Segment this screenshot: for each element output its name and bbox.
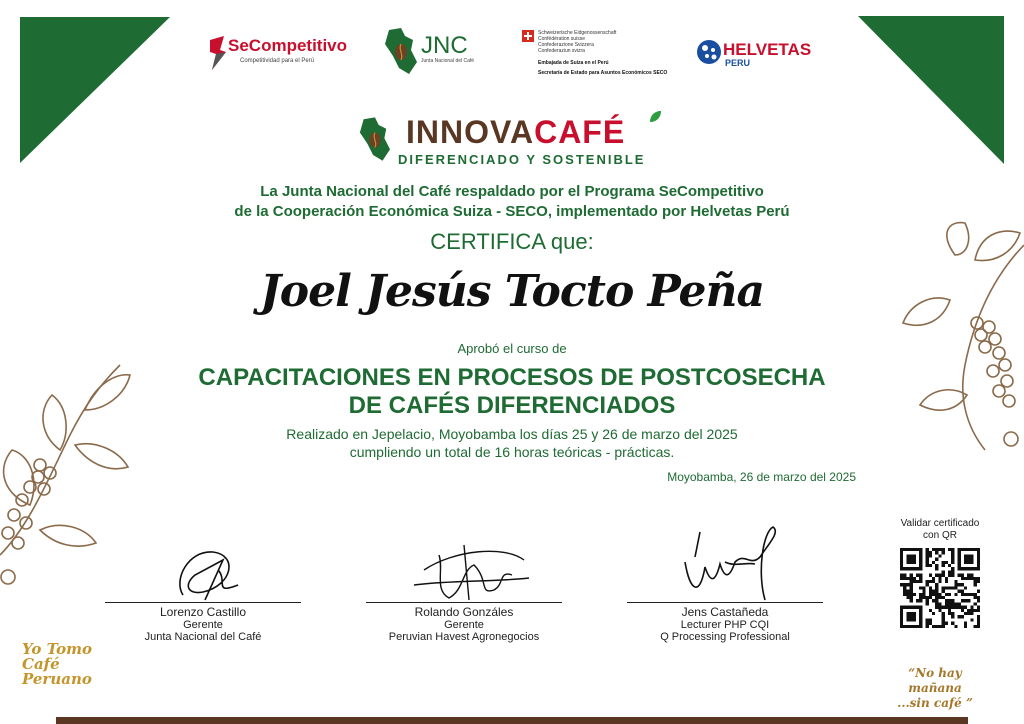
peru-map-icon [383, 28, 417, 76]
signer-role: Lecturer PHP CQI [680, 619, 770, 631]
signature-image [665, 522, 785, 602]
helvetas-name: HELVETAS [723, 40, 812, 59]
slogan-line-1: “No hay mañana [908, 666, 962, 695]
signer-organization: Junta Nacional del Café [144, 631, 262, 643]
secompetitivo-name: SeCompetitivo [228, 36, 348, 55]
helvetas-country: PERU [725, 58, 751, 68]
certifica-heading: CERTIFICA que: [430, 229, 594, 254]
place-date: Moyobamba, 26 de marzo del 2025 [667, 470, 856, 484]
course-title-line-2: DE CAFÉS DIFERENCIADOS [348, 392, 676, 419]
course-title [0, 364, 1024, 420]
intro-text [0, 182, 1024, 222]
details-line-2: cumpliendo un total de 16 horas teóricas - prácticas. [349, 444, 675, 460]
swiss-flag-icon [522, 30, 534, 42]
yotomo-line-1: Yo Tomo [22, 640, 92, 658]
innovacafe-subtitle: DIFERENCIADO Y SOSTENIBLE [398, 152, 646, 167]
qr-validation [890, 518, 990, 628]
jnc-name: JNC [421, 32, 468, 59]
secompetitivo-mark-icon [208, 36, 228, 70]
signer-name: Rolando Gonzáles [414, 605, 514, 619]
helvetas-globe-icon [695, 38, 723, 66]
yo-tomo-cafe-peruano-logo [22, 642, 92, 687]
qr-code-icon[interactable] [900, 548, 980, 628]
signer-organization: Q Processing Professional [660, 631, 790, 643]
swiss-line-3: Confederazione Svizzera [538, 42, 594, 48]
details-line-1: Realizado en Jepelacio, Moyobamba los días 25 y 26 de marzo del 2025 [286, 426, 738, 442]
peru-map-icon [358, 116, 390, 164]
swiss-line-2: Confédération suisse [538, 36, 585, 42]
signer-role: Gerente [183, 619, 223, 631]
course-title-line-1: CAPACITACIONES EN PROCESOS DE POSTCOSECHA [198, 364, 826, 391]
slogan-line-2: ...sin café ” [897, 696, 973, 710]
recipient-name: Joel Jesús Tocto Peña [259, 266, 765, 317]
yotomo-line-2: Café [22, 655, 60, 673]
signer-organization: Peruvian Havest Agronegocios [388, 631, 540, 643]
signer-role: Gerente [444, 619, 484, 631]
signature-block-3 [625, 522, 825, 643]
secompetitivo-tagline: Competitividad para el Perú [240, 58, 315, 64]
intro-line-2: de la Cooperación Económica Suiza - SECO, implementado por Helvetas Perú [234, 203, 790, 220]
swiss-secretariat: Secretaría de Estado para Asuntos Económicos SECO [538, 70, 668, 76]
jnc-tagline: Junta Nacional del Café [421, 58, 475, 64]
signer-name: Lorenzo Castillo [159, 605, 247, 619]
signature-block-1 [103, 540, 303, 643]
innovacafe-logo [358, 110, 678, 170]
innovacafe-title [406, 114, 625, 151]
signature-block-2 [364, 540, 564, 643]
approved-text: Aprobó el curso de [457, 341, 567, 356]
signature-line [366, 602, 562, 603]
swiss-line-4: Confederaziun svizra [538, 48, 585, 54]
swiss-line-1: Schweizerische Eidgenossenschaft [538, 30, 617, 36]
course-details [0, 425, 1024, 461]
qr-label-line-2: con QR [923, 530, 957, 541]
qr-label-line-1: Validar certificado [900, 518, 980, 529]
signature-image [143, 540, 263, 602]
innovacafe-title-b: CAFÉ [534, 114, 626, 150]
intro-line-1: La Junta Nacional del Café respaldado por el Programa SeCompetitivo [260, 183, 764, 200]
no-hay-manana-sin-cafe-slogan [880, 666, 990, 711]
leaf-icon [648, 110, 662, 124]
signature-line [105, 602, 301, 603]
signer-name: Jens Castañeda [681, 605, 769, 619]
swiss-embassy: Embajada de Suiza en el Perú [538, 60, 609, 66]
partner-logos [0, 28, 1024, 88]
signature-line [627, 602, 823, 603]
bottom-border-bar [56, 717, 968, 724]
innovacafe-title-a: INNOVA [406, 114, 535, 150]
signature-image [394, 540, 534, 602]
yotomo-line-3: Peruano [22, 670, 92, 688]
